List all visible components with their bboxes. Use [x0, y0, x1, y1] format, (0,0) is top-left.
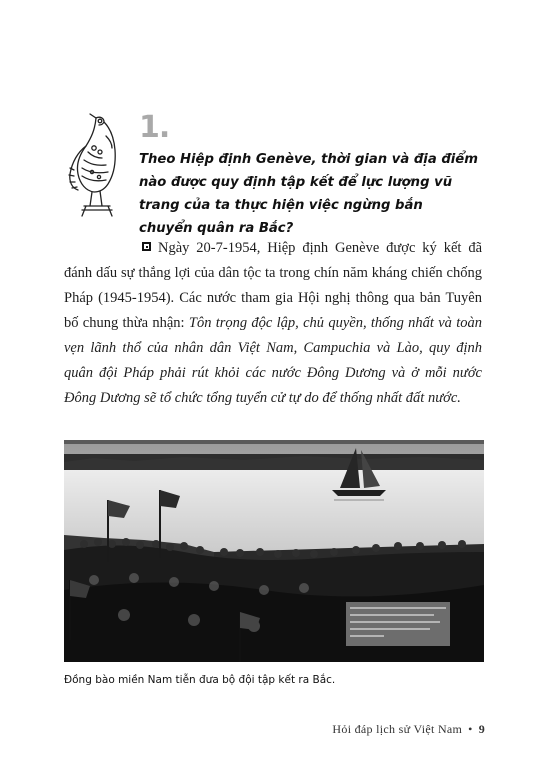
answer-intro: Ngày 20-7-1954, Hiệp định Genève được ký kết đã đánh dấu sự thắng lợi của dân tộc ta trong chín năm kháng chiến chống Pháp (1945-1954). Các nước tham gia Hội nghị thông qua bản Tuyên bố chung thừa nhận: — [64, 240, 482, 331]
photo-caption: Đồng bào miền Nam tiễn đưa bộ đội tập kết ra Bắc. — [64, 674, 336, 686]
bronze-drum-bird-icon — [66, 112, 128, 220]
square-bullet-icon — [142, 242, 151, 251]
answer-paragraph — [64, 236, 482, 411]
question-number: 1. — [139, 110, 170, 145]
page-footer — [332, 722, 485, 737]
page-number: 9 — [478, 722, 485, 736]
footer-separator: • — [468, 722, 473, 736]
historical-photo — [64, 440, 484, 662]
question-text: Theo Hiệp định Genève, thời gian và địa điểm nào được quy định tập kết để lực lượng vũ trang của ta thực hiện việc ngừng bắn chuyển quân ra Bắc? — [139, 152, 478, 236]
answer-body — [64, 236, 482, 411]
answer-quote: Tôn trọng độc lập, chủ quyền, thống nhất và toàn vẹn lãnh thổ của nhân dân Việt Nam, Campuchia và Lào, quy định quân đội Pháp phải rút khỏi các nước Đông Dương và ở mỗi nước Đông Dương sẽ tổ chức tổng tuyển cử tự do để thống nhất đất nước. — [64, 315, 482, 406]
book-title: Hỏi đáp lịch sử Việt Nam — [332, 722, 463, 736]
